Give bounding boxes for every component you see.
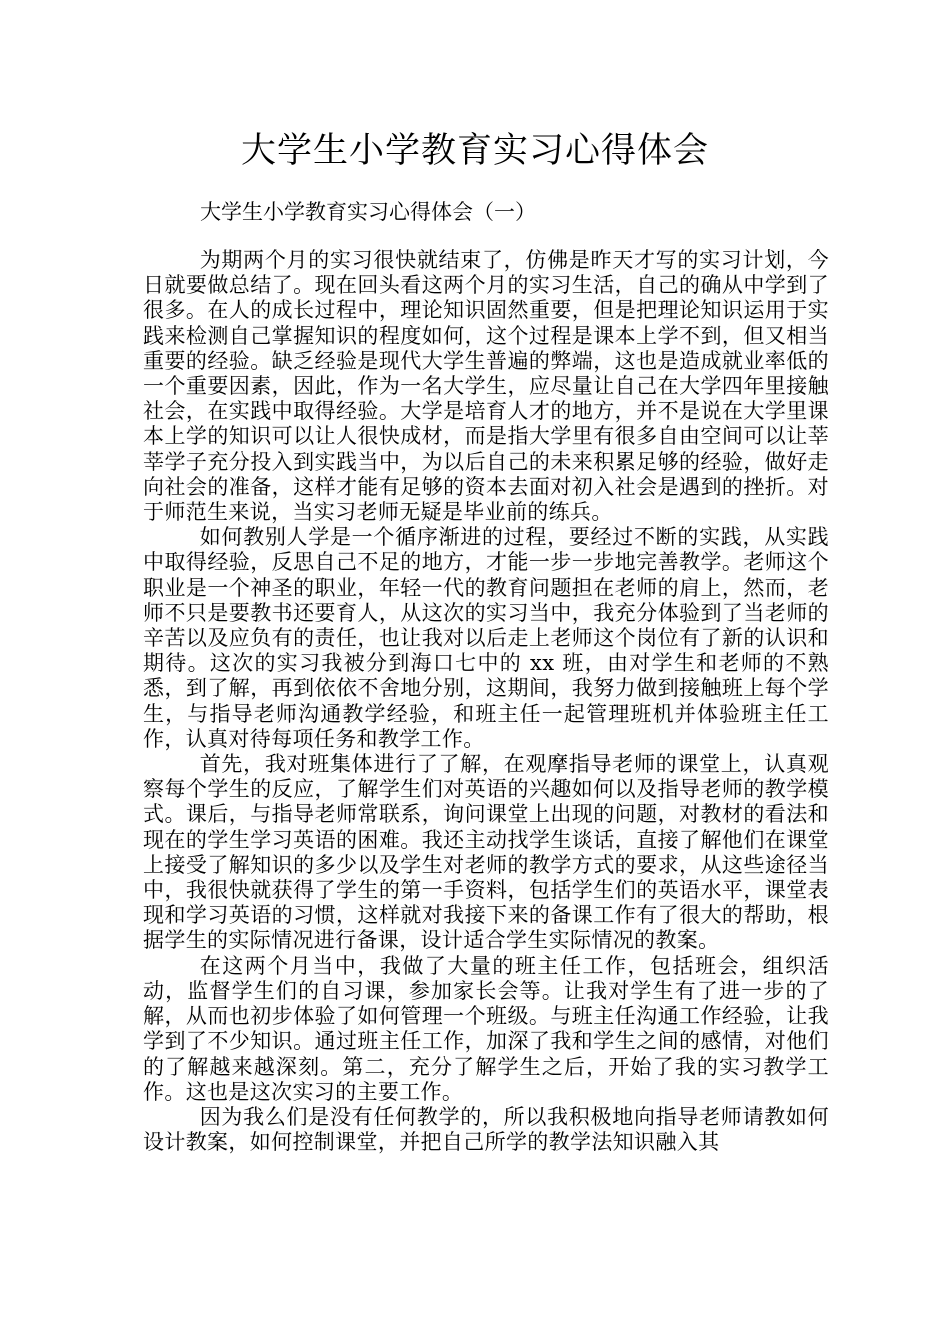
paragraph: 为期两个月的实习很快就结束了，仿佛是昨天才写的实习计划，今日就要做总结了。现在回头看这两个月的实习生活，自己的确从中学到了很多。在人的成长过程中，理论知识固然重要，但是把理论知识运用于实践来检测自己掌握知识的程度如何，这个过程是课本上学不到，但又相当重要的经验。缺乏经验是现代大学生普遍的弊端，这也是造成就业率低的一个重要因素，因此，作为一名大学生，应尽量让自己在大学四年里接触社会，在实践中取得经验。大学是培育人才的地方，并不是说在大学里课本上学的知识可以让人很快成材，而是指大学里有很多自由空间可以让莘莘学子充分投入到实践当中，为以后自己的未来积累足够的经验，做好走向社会的准备，这样才能有足够的资本去面对初入社会是遇到的挫折。对于师范生来说，当实习老师无疑是毕业前的练兵。: [143, 248, 829, 525]
paragraph: 在这两个月当中，我做了大量的班主任工作，包括班会，组织活动，监督学生们的自习课，参加家长会等。让我对学生有了进一步的了解，从而也初步体验了如何管理一个班级。与班主任沟通工作经验，让我学到了不少知识。通过班主任工作，加深了我和学生之间的感情，对他们的了解越来越深刻。第二，充分了解学生之后，开始了我的实习教学工作。这也是这次实习的主要工作。: [143, 953, 829, 1104]
paragraph: 首先，我对班集体进行了了解，在观摩指导老师的课堂上，认真观察每个学生的反应，了解学生们对英语的兴趣如何以及指导老师的教学模式。课后，与指导老师常联系，询问课堂上出现的问题，对教材的看法和现在的学生学习英语的困难。我还主动找学生谈话，直接了解他们在课堂上接受了解知识的多少以及学生对老师的教学方式的要求，从这些途径当中，我很快就获得了学生的第一手资料，包括学生们的英语水平，课堂表现和学习英语的习惯，这样就对我接下来的备课工作有了很大的帮助，根据学生的实际情况进行备课，设计适合学生实际情况的教案。: [143, 752, 829, 953]
section-subtitle: 大学生小学教育实习心得体会（一）: [200, 200, 536, 224]
paragraph: 因为我么们是没有任何教学的，所以我积极地向指导老师请教如何设计教案，如何控制课堂，并把自己所学的教学法知识融入其: [143, 1104, 829, 1155]
body-text: [143, 248, 829, 1155]
paragraph: 如何教别人学是一个循序渐进的过程，要经过不断的实践，从实践中取得经验，反思自己不足的地方，才能一步一步地完善教学。老师这个职业是一个神圣的职业，年轻一代的教育问题担在老师的肩上，然而，老师不只是要教书还要育人，从这次的实习当中，我充分体验到了当老师的辛苦以及应负有的责任，也让我对以后走上老师这个岗位有了新的认识和期待。这次的实习我被分到海口七中的 xx 班，由对学生和老师的不熟悉，到了解，再到依依不舍地分别，这期间，我努力做到接触班上每个学生，与指导老师沟通教学经验，和班主任一起管理班机并体验班主任工作，认真对待每项任务和教学工作。: [143, 525, 829, 751]
page-title: 大学生小学教育实习心得体会: [240, 131, 709, 171]
